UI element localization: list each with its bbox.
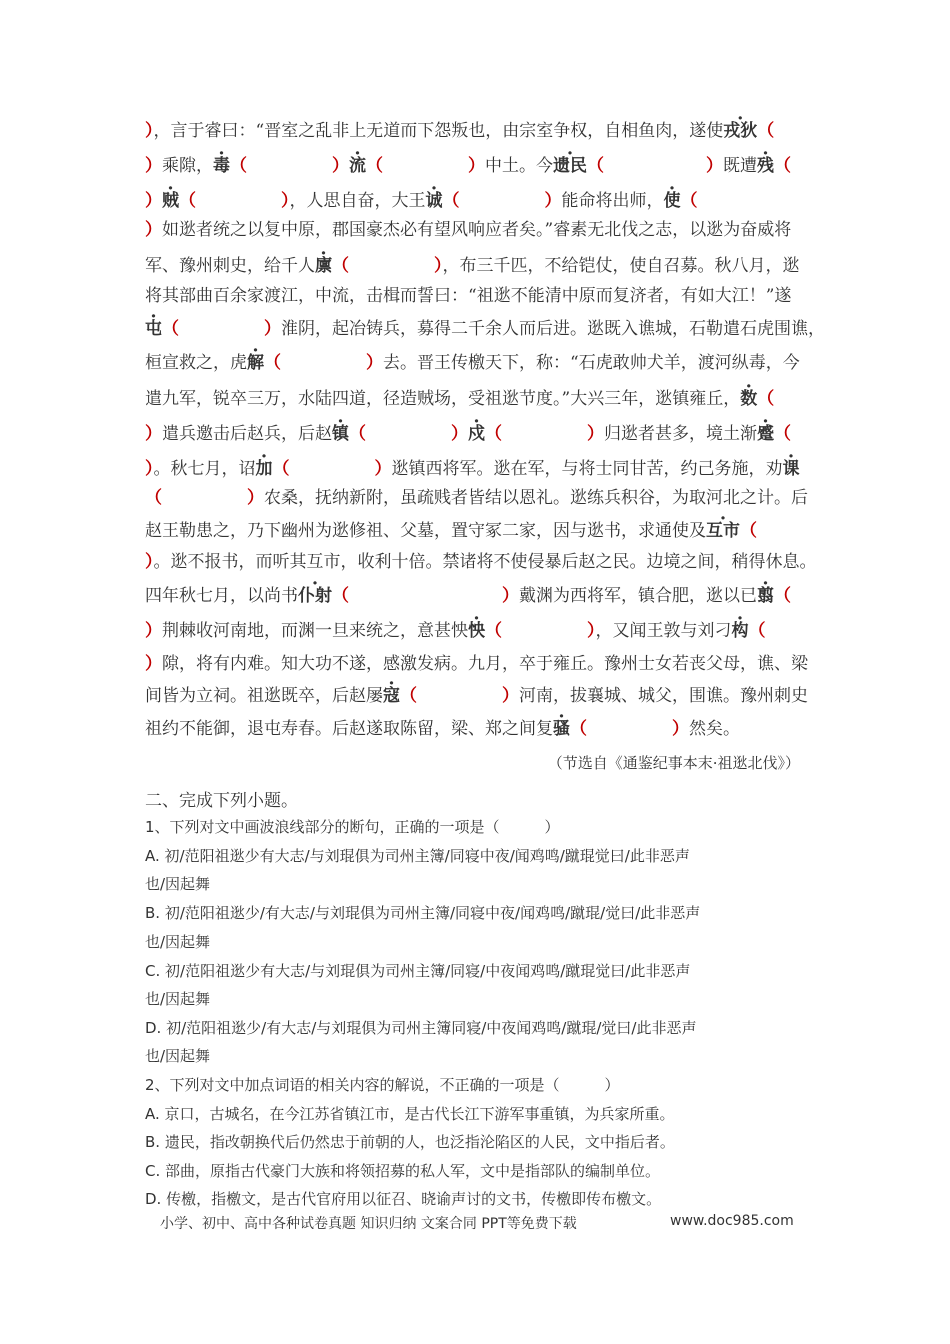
answer-blank: （ ） xyxy=(230,156,349,176)
dotted-word: 骚 xyxy=(553,719,570,739)
section-title: 二、完成下列小题。 xyxy=(145,791,298,811)
answer-blank: （ ） xyxy=(349,424,468,444)
dotted-word: 仆射 xyxy=(298,586,332,606)
answer-blank: （ xyxy=(757,389,775,409)
answer-blank: （ xyxy=(740,521,757,541)
passage-text: 军、豫州刺史，给千人 xyxy=(145,256,315,276)
passage-text: ，布三千匹，不给铠仗，使自召募。秋八月，逖 xyxy=(442,256,800,276)
dotted-word: 镇 xyxy=(332,424,349,444)
passage-text: 河南，拔襄城、城父，围谯。豫州刺史 xyxy=(519,686,808,706)
answer-blank: （ xyxy=(748,621,766,641)
passage-text: 四年秋七月，以尚书 xyxy=(145,586,298,606)
answer-blank: （ ） xyxy=(332,256,443,276)
passage-text: 荆棘收河南地，而渊一旦来统之，意甚怏 xyxy=(162,621,468,641)
answer-blank: ） xyxy=(145,191,162,211)
passage-line xyxy=(145,352,800,374)
passage-line xyxy=(145,388,774,410)
question-line: 2、下列对文中加点词语的相关内容的解说，不正确的一项是（ ） xyxy=(145,1076,620,1094)
passage-line xyxy=(145,718,740,740)
dotted-word: 廪 xyxy=(315,256,332,276)
passage-text: 祖约不能御，退屯寿春。后赵遂取陈留，梁、郑之间复 xyxy=(145,719,553,739)
passage-text: ，言于睿曰：“晋室之乱非上无道而下怨叛也，由宗室争权，自相鱼肉，遂使 xyxy=(153,121,724,141)
passage-line xyxy=(145,318,825,340)
passage-line xyxy=(145,487,808,509)
passage-text: ，人思自奋，大王 xyxy=(289,191,426,211)
passage-text: 遣九军，锐卒三万，水陆四道，径造贼场，受祖逖节度。”大兴三年，逖镇雍丘， xyxy=(145,389,741,409)
answer-blank: （ xyxy=(774,586,791,606)
dotted-word: 课 xyxy=(782,459,800,479)
passage-text: 能命将出师， xyxy=(561,191,664,211)
passage-line xyxy=(145,458,800,480)
passage-line xyxy=(145,155,791,177)
answer-blank: （ ） xyxy=(162,319,281,339)
dotted-word: 互市 xyxy=(706,521,740,541)
passage-line xyxy=(145,285,791,307)
answer-blank: ） xyxy=(145,121,154,141)
passage-text: 间皆为立祠。祖逖既卒，后赵屡 xyxy=(145,686,383,706)
passage-text: 将其部曲百余家渡江，中流，击楫而誓曰：“祖逖不能清中原而复济者，有如大江！”遂 xyxy=(145,286,792,306)
answer-blank: （ xyxy=(774,424,791,444)
passage-text: 中土。今 xyxy=(485,156,553,176)
question-line: 也/因起舞 xyxy=(145,990,211,1008)
answer-blank: （ ） xyxy=(485,424,604,444)
question-line: A. 京口，古城名，在今江苏省镇江市，是古代长江下游军事重镇，为兵家所重。 xyxy=(145,1105,675,1123)
question-line: 也/因起舞 xyxy=(145,875,211,893)
passage-line xyxy=(145,255,800,277)
passage-text: 既遭 xyxy=(723,156,757,176)
answer-blank: ） xyxy=(145,156,162,176)
passage-text: 逖镇西将军。逖在军，与将士同甘苦，约己务施，劝 xyxy=(391,459,783,479)
question-line: C. 部曲，原指古代豪门大族和将领招募的私人军，文中是指部队的编制单位。 xyxy=(145,1162,661,1180)
passage-text: 去。晋王传檄天下，称：“石虎敢帅犬羊，渡河纵毒，今 xyxy=(383,353,800,373)
answer-blank: （ ） xyxy=(366,156,485,176)
passage-text: 农桑，抚纳新附，虽疏贱者皆结以恩礼。逖练兵积谷，为取河北之计。后 xyxy=(264,488,808,508)
dotted-word: 诚 xyxy=(425,191,443,211)
answer-blank: （ xyxy=(757,121,775,141)
dotted-word: 数 xyxy=(740,389,758,409)
question-line: A. 初/范阳祖逖少有大志/与刘琨俱为司州主簿/同寝中夜/闻鸡鸣/蹴琨觉曰/此非恶声 xyxy=(145,847,690,865)
passage-text: 赵王勒患之，乃下幽州为逖修祖、父墓，置守冢二家，因与逖书，求通使及 xyxy=(145,521,706,541)
dotted-word: 寇 xyxy=(383,686,400,706)
dotted-word: 戍 xyxy=(468,424,485,444)
answer-blank: ） xyxy=(145,552,154,572)
answer-blank: ） xyxy=(145,424,162,444)
dotted-word: 加 xyxy=(255,459,273,479)
question-line: C. 初/范阳祖逖少有大志/与刘琨俱为司州主簿/同寝/中夜闻鸡鸣/蹴琨觉曰/此非恶声 xyxy=(145,962,691,980)
answer-blank: ） xyxy=(145,459,154,479)
source-citation: （节选自《通鉴纪事本末·祖逖北伐》） xyxy=(547,754,800,772)
dotted-word: 残 xyxy=(757,156,774,176)
passage-text: 。秋七月，诏 xyxy=(153,459,256,479)
dotted-word: 使 xyxy=(663,191,681,211)
passage-text: 。逖不报书，而听其互市，收利十倍。禁诸将不使侵暴后赵之民。边境之间，稍得休息。 xyxy=(153,552,817,572)
passage-line xyxy=(145,120,774,142)
passage-text: 然矣。 xyxy=(689,719,740,739)
passage-text: 归逖者甚多，境土渐 xyxy=(604,424,757,444)
passage-line xyxy=(145,219,791,241)
dotted-word: 蹙 xyxy=(757,424,774,444)
passage-line xyxy=(145,620,766,642)
passage-line xyxy=(145,520,757,542)
answer-blank: ） xyxy=(145,654,162,674)
answer-blank: （ ） xyxy=(400,686,519,706)
passage-text: 隙，将有内难。知大功不遂，感激发病。九月，卒于雍丘。豫州士女若丧父母，谯、梁 xyxy=(162,654,808,674)
passage-text: 遣兵邀击后赵兵，后赵 xyxy=(162,424,332,444)
question-line: 也/因起舞 xyxy=(145,1047,211,1065)
answer-blank: （ ） xyxy=(485,621,596,641)
footer xyxy=(160,1213,794,1233)
answer-blank: （ ） xyxy=(272,459,392,479)
question-line: D. 传檄，指檄文，是古代官府用以征召、晓谕声讨的文书，传檄即传布檄文。 xyxy=(145,1190,662,1208)
dotted-word: 贼 xyxy=(162,191,179,211)
question-line: D. 初/范阳祖逖少/有大志/与刘琨俱为司州主簿同寝/中夜闻鸡鸣/蹴琨/觉曰/此非恶声 xyxy=(145,1019,697,1037)
answer-blank: （ xyxy=(774,156,791,176)
dotted-word: 戎狄 xyxy=(723,121,758,141)
passage-line xyxy=(145,190,698,212)
passage-text: ，又闻王敦与刘刁 xyxy=(595,621,732,641)
dotted-word: 翦 xyxy=(757,586,774,606)
dotted-word: 屯 xyxy=(145,319,162,339)
answer-blank: （ ） xyxy=(145,488,264,508)
dotted-word: 怏 xyxy=(468,621,485,641)
passage-line xyxy=(145,551,817,573)
passage-text: 戴渊为西将军，镇合肥，逖以已 xyxy=(519,586,757,606)
passage-text: 乘隙， xyxy=(162,156,213,176)
question-line: 1、下列对文中画波浪线部分的断句，正确的一项是（ ） xyxy=(145,818,560,836)
passage-text: 如逖者统之以复中原，郡国豪杰必有望风响应者矣。”睿素无北伐之志，以逖为奋威将 xyxy=(162,220,792,240)
dotted-word: 解 xyxy=(247,353,264,373)
dotted-word: 遗民 xyxy=(553,156,587,176)
answer-blank: （ ） xyxy=(442,191,562,211)
question-line: 也/因起舞 xyxy=(145,933,211,951)
answer-blank: ） xyxy=(145,621,162,641)
question-line: B. 遗民，指改朝换代后仍然忠于前朝的人，也泛指沦陷区的人民，文中指后者。 xyxy=(145,1133,675,1151)
dotted-word: 毒 xyxy=(213,156,230,176)
passage-line xyxy=(145,423,791,445)
passage-line xyxy=(145,653,808,675)
answer-blank: （ ） xyxy=(332,586,519,606)
answer-blank: （ ） xyxy=(179,191,290,211)
answer-blank: ） xyxy=(145,220,162,240)
passage-text: 桓宣救之，虎 xyxy=(145,353,247,373)
passage-line xyxy=(145,585,791,607)
passage-text: 淮阴，起冶铸兵，募得二千余人而后进。逖既入谯城，石勒遣石虎围谯， xyxy=(281,319,825,339)
dotted-word: 流 xyxy=(349,156,366,176)
passage-line xyxy=(145,685,808,707)
answer-blank: （ ） xyxy=(587,156,723,176)
footer-url: www.doc985.com xyxy=(670,1213,794,1229)
answer-blank: （ ） xyxy=(570,719,689,739)
dotted-word: 构 xyxy=(731,621,749,641)
answer-blank: （ ） xyxy=(264,353,383,373)
answer-blank: （ xyxy=(680,191,698,211)
footer-text: 小学、初中、高中各种试卷真题 知识归纳 文案合同 PPT等免费下载 xyxy=(160,1216,577,1232)
question-line: B. 初/范阳祖逖少/有大志/与刘琨俱为司州主簿/同寝中夜/闻鸡鸣/蹴琨/觉曰/此非恶声 xyxy=(145,904,701,922)
